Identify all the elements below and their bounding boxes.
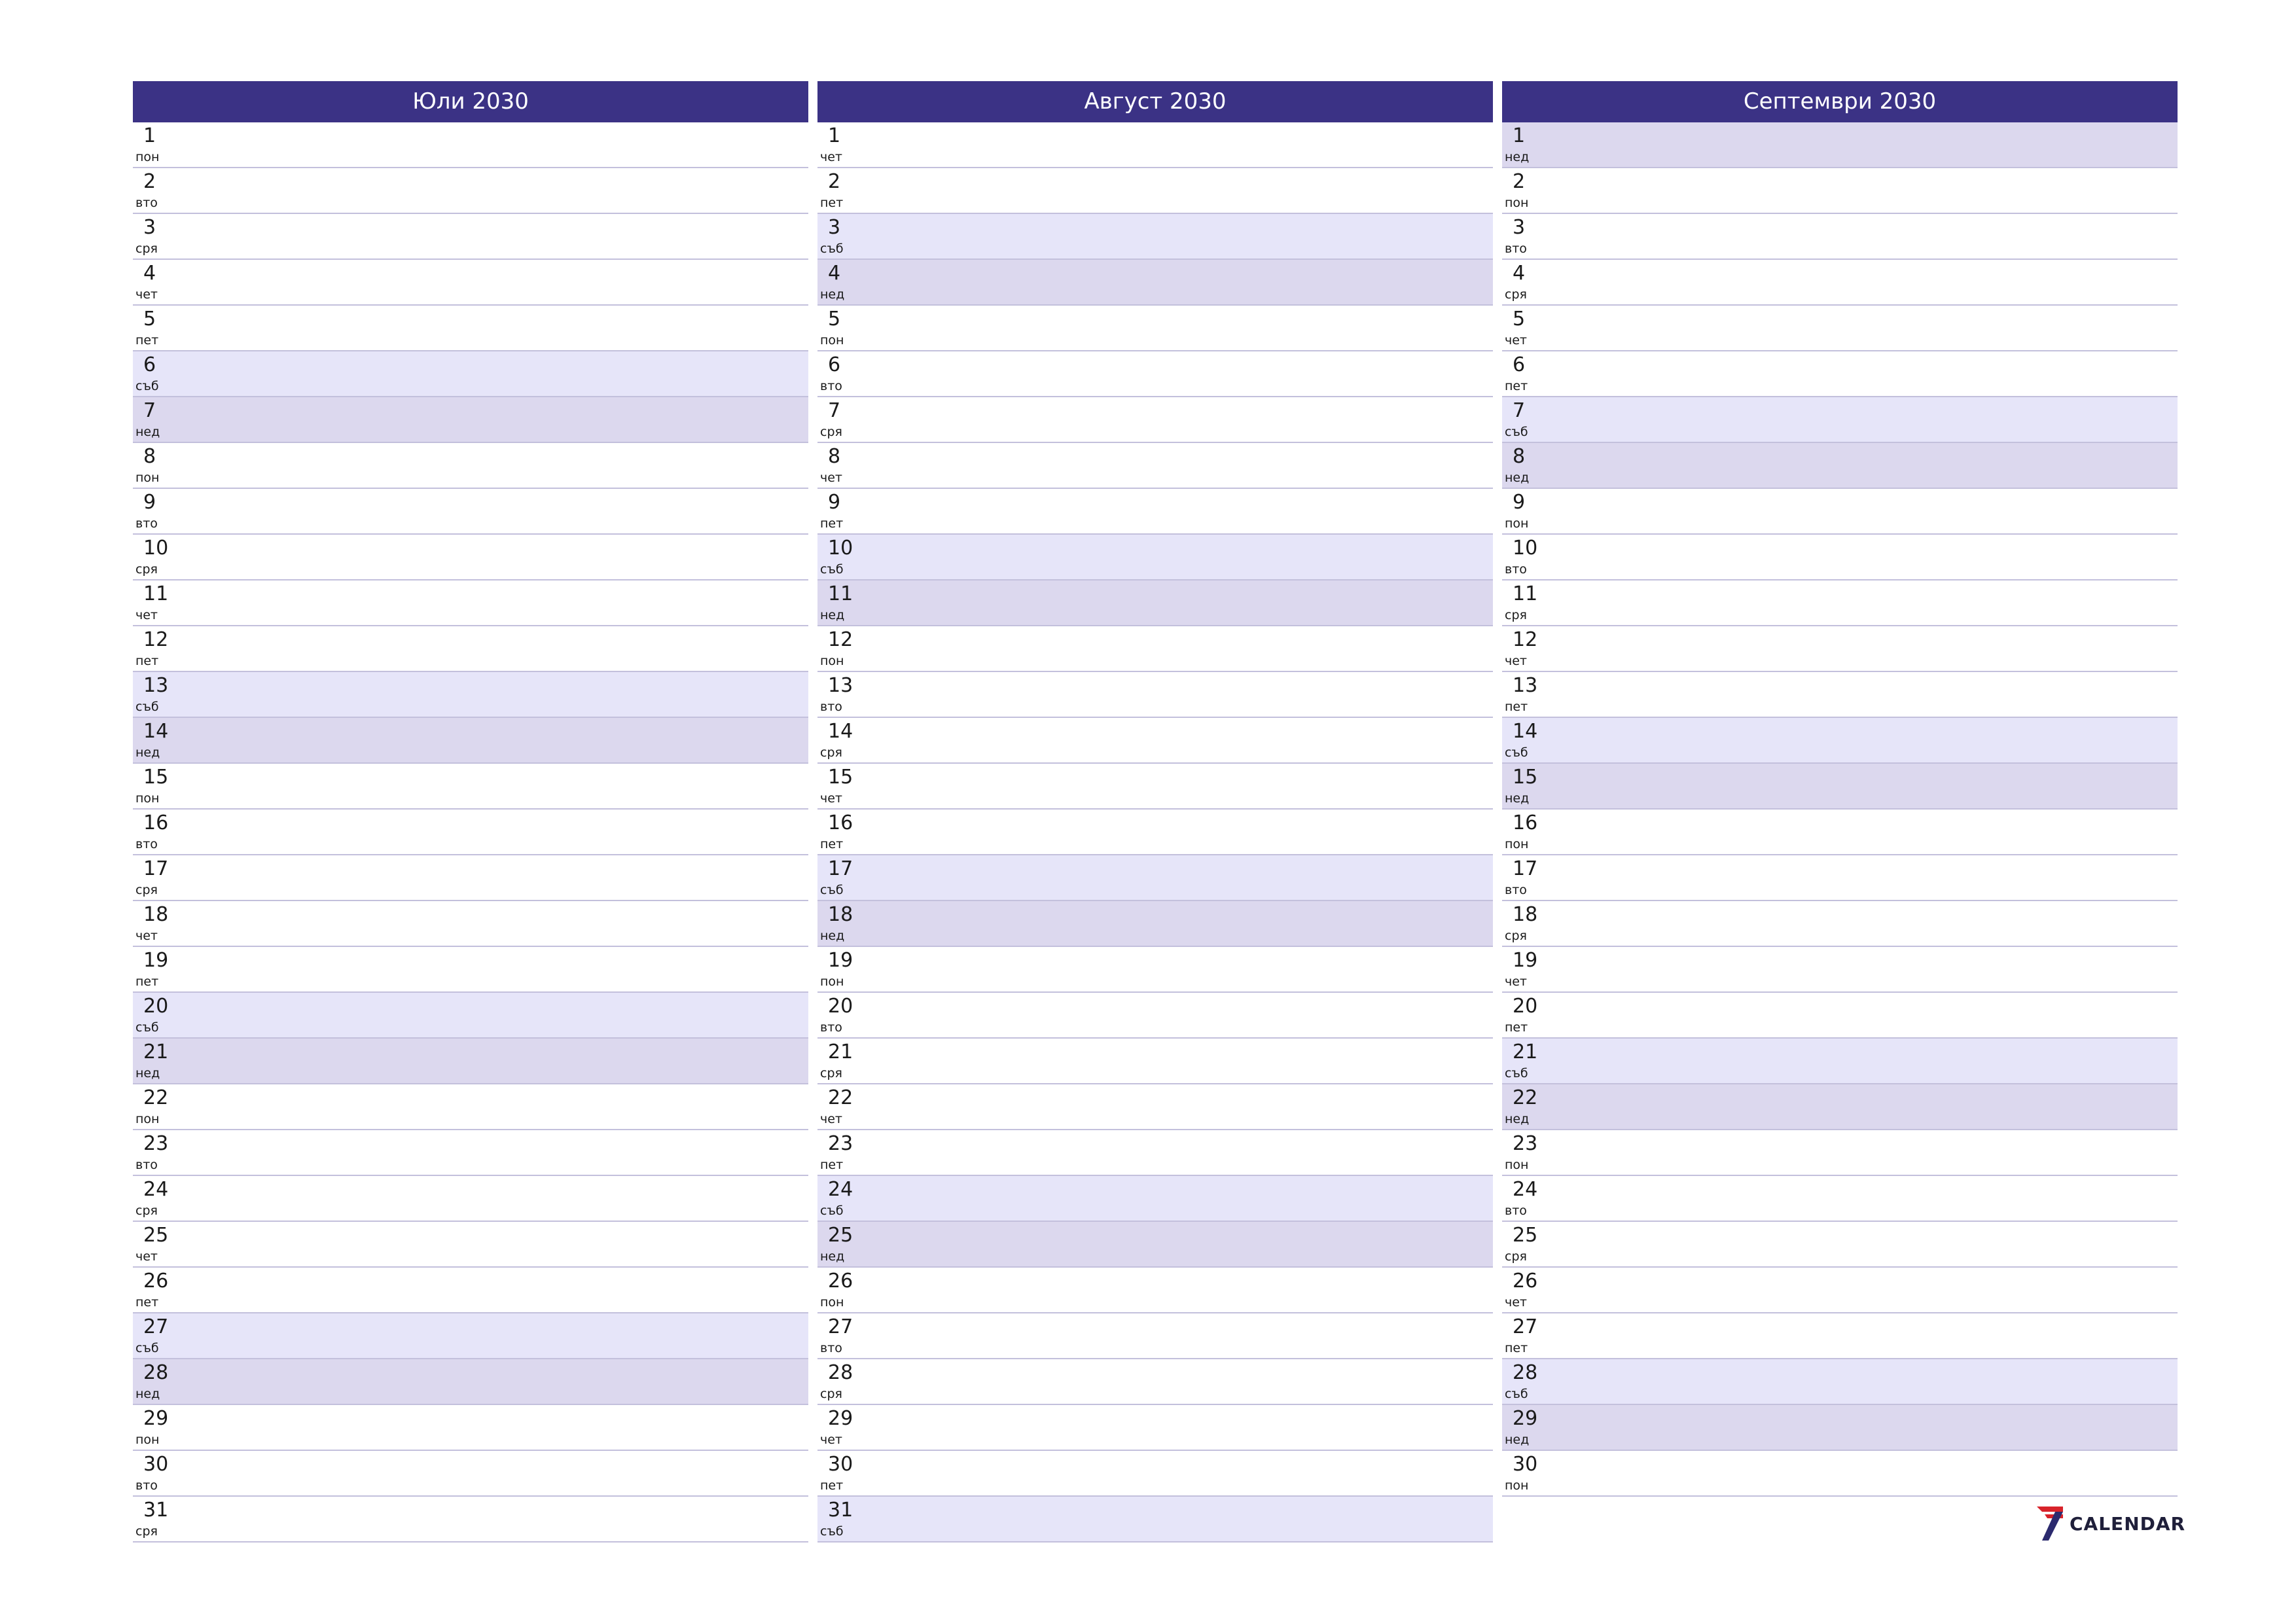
day-row (133, 855, 808, 901)
day-row (1502, 443, 2178, 489)
day-number: 7 (143, 399, 156, 422)
day-row (133, 626, 808, 672)
day-row (133, 1359, 808, 1405)
day-name: съб (135, 379, 159, 393)
day-name: пет (820, 516, 844, 531)
day-row (1502, 1222, 2178, 1268)
day-row (1502, 1359, 2178, 1405)
day-number: 9 (828, 491, 841, 514)
day-name: пон (135, 1112, 160, 1126)
day-number: 30 (1513, 1453, 1538, 1476)
day-name: нед (1505, 791, 1530, 806)
day-name: пет (135, 1295, 159, 1310)
day-number: 16 (143, 812, 169, 834)
day-name: чет (135, 287, 158, 302)
day-name: вто (135, 1158, 158, 1172)
day-row (133, 1405, 808, 1451)
day-name: пет (820, 1158, 844, 1172)
month-title: Август 2030 (817, 81, 1493, 122)
day-number: 13 (828, 674, 853, 697)
day-row (133, 764, 808, 810)
logo-text: CALENDAR (2070, 1512, 2186, 1535)
day-number: 4 (1513, 262, 1526, 285)
day-row (817, 1222, 1493, 1268)
day-number: 25 (1513, 1224, 1538, 1247)
day-number: 8 (143, 445, 156, 468)
day-name: пон (135, 791, 160, 806)
day-row (1502, 214, 2178, 260)
day-row (1502, 947, 2178, 993)
day-name: пет (135, 974, 159, 989)
day-row (817, 947, 1493, 993)
day-name: сря (135, 1524, 158, 1539)
day-row (133, 168, 808, 214)
day-number: 27 (143, 1315, 169, 1338)
day-row (1502, 306, 2178, 351)
day-number: 14 (1513, 720, 1538, 743)
day-name: съб (820, 241, 844, 256)
day-name: съб (1505, 1387, 1528, 1401)
day-number: 7 (1513, 399, 1526, 422)
day-row (133, 1176, 808, 1222)
day-number: 14 (143, 720, 169, 743)
day-row (133, 489, 808, 535)
day-number: 23 (143, 1132, 169, 1155)
day-number: 20 (828, 995, 853, 1018)
day-row (817, 306, 1493, 351)
day-row (1502, 168, 2178, 214)
day-name: съб (135, 1020, 159, 1035)
month-title: Юли 2030 (133, 81, 808, 122)
day-name: пон (135, 471, 160, 485)
day-name: пон (1505, 1158, 1529, 1172)
day-number: 15 (1513, 766, 1538, 789)
day-name: пет (1505, 1341, 1528, 1355)
day-name: сря (135, 883, 158, 897)
day-name: вто (820, 1020, 842, 1035)
day-number: 26 (1513, 1270, 1538, 1293)
day-row (1502, 855, 2178, 901)
day-row (817, 993, 1493, 1039)
day-name: сря (820, 1066, 842, 1080)
day-row (817, 168, 1493, 214)
day-row (133, 947, 808, 993)
day-number: 11 (143, 582, 169, 605)
day-row (817, 764, 1493, 810)
day-name: съб (820, 1204, 844, 1218)
day-name: нед (820, 1249, 845, 1264)
day-name: нед (1505, 150, 1530, 164)
day-name: чет (1505, 333, 1527, 348)
seven-logo-icon (2036, 1505, 2064, 1542)
day-number: 2 (828, 170, 841, 193)
day-row (817, 1039, 1493, 1084)
day-number: 1 (828, 124, 841, 147)
day-row (1502, 1130, 2178, 1176)
day-name: пет (1505, 1020, 1528, 1035)
day-number: 5 (143, 308, 156, 330)
day-number: 19 (143, 949, 169, 972)
day-row (1502, 1084, 2178, 1130)
day-number: 9 (1513, 491, 1526, 514)
day-number: 25 (828, 1224, 853, 1247)
day-row (133, 1313, 808, 1359)
day-name: сря (820, 425, 842, 439)
day-row (817, 855, 1493, 901)
day-row (1502, 397, 2178, 443)
day-number: 10 (143, 537, 169, 560)
day-name: нед (135, 1387, 160, 1401)
day-name: чет (135, 929, 158, 943)
day-number: 26 (143, 1270, 169, 1293)
day-name: сря (1505, 929, 1527, 943)
day-row (817, 901, 1493, 947)
day-row (133, 1268, 808, 1313)
day-number: 16 (828, 812, 853, 834)
day-number: 13 (1513, 674, 1538, 697)
day-number: 21 (828, 1041, 853, 1063)
day-name: нед (820, 287, 845, 302)
day-row (133, 901, 808, 947)
day-name: вто (1505, 883, 1527, 897)
month-title: Септември 2030 (1502, 81, 2178, 122)
day-row (1502, 489, 2178, 535)
day-row (133, 580, 808, 626)
day-number: 12 (1513, 628, 1538, 651)
day-name: пет (1505, 700, 1528, 714)
day-name: нед (820, 929, 845, 943)
day-number: 16 (1513, 812, 1538, 834)
day-number: 4 (143, 262, 156, 285)
day-row (133, 1451, 808, 1497)
day-number: 3 (1513, 216, 1526, 239)
day-row (817, 672, 1493, 718)
day-row (817, 1084, 1493, 1130)
day-row (133, 672, 808, 718)
day-number: 6 (143, 353, 156, 376)
day-number: 19 (1513, 949, 1538, 972)
day-name: нед (1505, 1433, 1530, 1447)
day-name: чет (135, 1249, 158, 1264)
day-name: чет (820, 1112, 842, 1126)
day-number: 4 (828, 262, 841, 285)
day-name: пон (1505, 1478, 1529, 1493)
day-row (817, 214, 1493, 260)
day-name: вто (1505, 562, 1527, 577)
day-number: 21 (1513, 1041, 1538, 1063)
day-name: пон (1505, 837, 1529, 851)
day-name: вто (1505, 1204, 1527, 1218)
day-number: 24 (1513, 1178, 1538, 1201)
day-row (1502, 1268, 2178, 1313)
calendar (133, 81, 2177, 1543)
day-name: сря (820, 1387, 842, 1401)
day-number: 14 (828, 720, 853, 743)
day-name: вто (135, 196, 158, 210)
day-name: сря (135, 1204, 158, 1218)
day-number: 15 (143, 766, 169, 789)
day-name: сря (1505, 1249, 1527, 1264)
day-row (817, 351, 1493, 397)
day-name: вто (135, 516, 158, 531)
day-row (1502, 718, 2178, 764)
day-row (817, 1313, 1493, 1359)
day-number: 11 (828, 582, 853, 605)
day-row (1502, 810, 2178, 855)
day-number: 30 (143, 1453, 169, 1476)
day-row (1502, 351, 2178, 397)
day-name: пон (820, 974, 844, 989)
day-row (1502, 535, 2178, 580)
day-row (133, 535, 808, 580)
day-row (133, 443, 808, 489)
day-name: вто (820, 700, 842, 714)
day-number: 25 (143, 1224, 169, 1247)
day-number: 22 (1513, 1086, 1538, 1109)
day-row (1502, 1039, 2178, 1084)
day-number: 21 (143, 1041, 169, 1063)
day-number: 28 (1513, 1361, 1538, 1384)
day-name: сря (1505, 287, 1527, 302)
day-number: 1 (1513, 124, 1526, 147)
day-name: съб (820, 1524, 844, 1539)
day-number: 3 (143, 216, 156, 239)
day-row (1502, 1405, 2178, 1451)
day-row (133, 810, 808, 855)
day-number: 29 (828, 1407, 853, 1430)
day-row (817, 535, 1493, 580)
day-number: 12 (143, 628, 169, 651)
day-name: съб (1505, 745, 1528, 760)
day-row (1502, 764, 2178, 810)
day-name: чет (1505, 654, 1527, 668)
day-row (817, 1405, 1493, 1451)
day-number: 2 (1513, 170, 1526, 193)
day-name: вто (820, 379, 842, 393)
day-number: 10 (1513, 537, 1538, 560)
day-name: съб (820, 562, 844, 577)
day-number: 7 (828, 399, 841, 422)
day-name: пет (1505, 379, 1528, 393)
brand-logo (2036, 1505, 2185, 1542)
day-name: вто (1505, 241, 1527, 256)
day-row (1502, 260, 2178, 306)
day-row (817, 1130, 1493, 1176)
day-row (133, 1130, 808, 1176)
day-name: пон (135, 150, 160, 164)
day-number: 13 (143, 674, 169, 697)
day-number: 23 (1513, 1132, 1538, 1155)
day-number: 23 (828, 1132, 853, 1155)
day-name: пон (820, 654, 844, 668)
day-name: съб (135, 1341, 159, 1355)
day-number: 20 (143, 995, 169, 1018)
day-number: 28 (143, 1361, 169, 1384)
day-number: 29 (1513, 1407, 1538, 1430)
day-row (817, 1497, 1493, 1543)
day-number: 18 (143, 903, 169, 926)
day-number: 31 (828, 1499, 853, 1522)
day-name: съб (135, 700, 159, 714)
day-row (817, 718, 1493, 764)
day-list (817, 122, 1493, 1543)
day-number: 17 (1513, 857, 1538, 880)
month-july (133, 81, 808, 1543)
day-row (817, 1268, 1493, 1313)
day-number: 28 (828, 1361, 853, 1384)
day-number: 6 (828, 353, 841, 376)
day-number: 17 (828, 857, 853, 880)
day-name: пон (820, 333, 844, 348)
day-name: нед (1505, 471, 1530, 485)
day-name: нед (1505, 1112, 1530, 1126)
day-row (133, 993, 808, 1039)
day-number: 27 (1513, 1315, 1538, 1338)
day-number: 15 (828, 766, 853, 789)
day-row (133, 122, 808, 168)
day-row (133, 1039, 808, 1084)
day-row (133, 1222, 808, 1268)
day-name: пет (820, 1478, 844, 1493)
day-number: 31 (143, 1499, 169, 1522)
day-row (133, 718, 808, 764)
day-row (817, 1359, 1493, 1405)
day-row (817, 489, 1493, 535)
day-name: пон (1505, 516, 1529, 531)
day-row (133, 306, 808, 351)
day-list (133, 122, 808, 1543)
month-september (1502, 81, 2178, 1543)
day-row (133, 397, 808, 443)
day-name: чет (135, 608, 158, 622)
day-name: чет (1505, 974, 1527, 989)
day-row (1502, 122, 2178, 168)
day-name: чет (820, 150, 842, 164)
day-row (1502, 672, 2178, 718)
day-number: 1 (143, 124, 156, 147)
day-name: пон (1505, 196, 1529, 210)
day-list (1502, 122, 2178, 1497)
day-number: 10 (828, 537, 853, 560)
day-row (133, 1084, 808, 1130)
day-name: пет (820, 837, 844, 851)
day-name: съб (1505, 1066, 1528, 1080)
day-name: сря (135, 562, 158, 577)
day-number: 26 (828, 1270, 853, 1293)
day-number: 27 (828, 1315, 853, 1338)
day-name: пон (820, 1295, 844, 1310)
day-number: 24 (143, 1178, 169, 1201)
day-row (817, 1176, 1493, 1222)
day-name: вто (135, 1478, 158, 1493)
day-row (1502, 1313, 2178, 1359)
day-row (817, 122, 1493, 168)
day-number: 22 (828, 1086, 853, 1109)
day-number: 18 (1513, 903, 1538, 926)
day-row (817, 397, 1493, 443)
day-name: нед (135, 425, 160, 439)
day-number: 6 (1513, 353, 1526, 376)
day-name: пет (820, 196, 844, 210)
day-name: сря (135, 241, 158, 256)
day-name: пет (135, 654, 159, 668)
day-number: 17 (143, 857, 169, 880)
day-number: 12 (828, 628, 853, 651)
day-name: съб (1505, 425, 1528, 439)
day-number: 5 (1513, 308, 1526, 330)
day-name: нед (135, 745, 160, 760)
day-row (817, 626, 1493, 672)
day-name: сря (1505, 608, 1527, 622)
day-number: 22 (143, 1086, 169, 1109)
day-name: чет (820, 1433, 842, 1447)
day-number: 5 (828, 308, 841, 330)
day-row (133, 1497, 808, 1543)
day-row (1502, 1176, 2178, 1222)
day-name: съб (820, 883, 844, 897)
day-name: чет (1505, 1295, 1527, 1310)
month-august (817, 81, 1493, 1543)
day-number: 24 (828, 1178, 853, 1201)
day-row (1502, 580, 2178, 626)
day-row (817, 1451, 1493, 1497)
day-name: чет (820, 791, 842, 806)
day-number: 20 (1513, 995, 1538, 1018)
day-number: 29 (143, 1407, 169, 1430)
day-name: вто (820, 1341, 842, 1355)
day-row (1502, 1451, 2178, 1497)
day-number: 30 (828, 1453, 853, 1476)
day-number: 8 (1513, 445, 1526, 468)
day-number: 11 (1513, 582, 1538, 605)
day-row (817, 260, 1493, 306)
day-row (817, 810, 1493, 855)
day-row (817, 443, 1493, 489)
day-row (133, 351, 808, 397)
day-name: сря (820, 745, 842, 760)
day-name: пет (135, 333, 159, 348)
day-number: 19 (828, 949, 853, 972)
day-name: нед (820, 608, 845, 622)
day-name: нед (135, 1066, 160, 1080)
day-row (1502, 993, 2178, 1039)
day-number: 8 (828, 445, 841, 468)
day-number: 9 (143, 491, 156, 514)
day-row (133, 214, 808, 260)
day-name: пон (135, 1433, 160, 1447)
day-row (133, 260, 808, 306)
day-row (1502, 626, 2178, 672)
day-number: 18 (828, 903, 853, 926)
day-row (1502, 901, 2178, 947)
day-number: 3 (828, 216, 841, 239)
day-name: чет (820, 471, 842, 485)
day-name: вто (135, 837, 158, 851)
day-row (817, 580, 1493, 626)
day-number: 2 (143, 170, 156, 193)
